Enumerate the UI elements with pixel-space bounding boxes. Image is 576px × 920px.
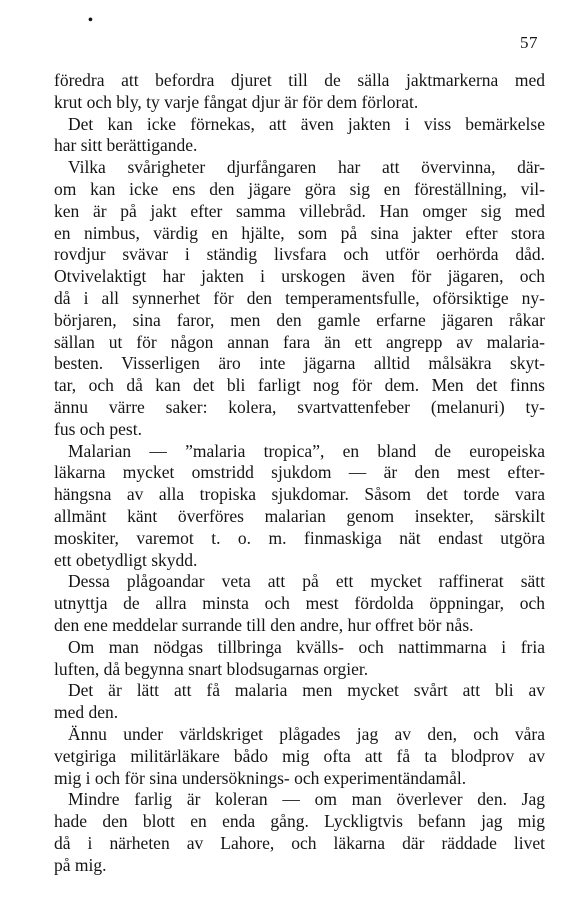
text-line: vetgiriga militärläkare bådo mig ofta att få ta blodprov av bbox=[54, 745, 545, 766]
text-line: den ene meddelar surrande till den andre, hur offret bör nås. bbox=[54, 614, 474, 635]
text-line: då i all synnerhet för den temperamentsfulle, oförsiktige ny- bbox=[54, 287, 545, 308]
paragraph bbox=[54, 114, 545, 158]
text-line: Om man nödgas tillbringa kvälls- och nattimmarna i fria bbox=[68, 636, 545, 657]
text-line: krut och bly, ty varje fångat djur är för dem förlorat. bbox=[54, 91, 419, 112]
text-line: ännu värre saker: kolera, svartvattenfeber (melanuri) ty- bbox=[54, 396, 545, 417]
paragraph bbox=[54, 789, 545, 876]
text-line: på mig. bbox=[54, 854, 107, 875]
text-line: ett obetydligt skydd. bbox=[54, 549, 198, 570]
text-line: om kan icke ens den jägare göra sig en föreställning, vil- bbox=[54, 178, 545, 199]
text-line: allmänt känt överföres malarian genom insekter, särskilt bbox=[54, 505, 545, 526]
text-line: sällan ut för någon annan fara än ett angrepp av malaria- bbox=[54, 331, 545, 352]
text-line: Ännu under världskriget plågades jag av den, och våra bbox=[68, 723, 545, 744]
text-line: luften, då begynna snart blodsugarnas orgier. bbox=[54, 658, 369, 679]
text-line: Vilka svårigheter djurfångaren har att övervinna, där- bbox=[68, 157, 545, 178]
text-line: Otvivelaktigt har jakten i urskogen även för jägaren, och bbox=[54, 266, 545, 287]
text-line: Malarian — ”malaria tropica”, en bland de europeiska bbox=[68, 440, 545, 461]
text-line: börjaren, sina faror, men den gamle erfarne jägaren råkar bbox=[54, 309, 545, 330]
text-line: läkarna mycket omstridd sjukdom — är den mest efter- bbox=[54, 462, 545, 483]
text-line: föredra att befordra djuret till de sälla jaktmarkerna med bbox=[54, 70, 545, 90]
paragraph bbox=[54, 637, 545, 681]
text-line: besten. Visserligen äro inte jägarna alltid målsäkra skyt- bbox=[54, 353, 545, 374]
text-line: utnyttja de allra minsta och mest fördolda öppningar, och bbox=[54, 593, 545, 614]
text-line: en nimbus, värdig en hjälte, som på sina jakter efter stora bbox=[54, 222, 545, 243]
page-mark: • bbox=[88, 13, 93, 28]
text-line: hängsna av alla tropiska sjukdomar. Såsom det torde vara bbox=[54, 484, 545, 505]
text-line: Det är lätt att få malaria men mycket svårt att bli av bbox=[68, 680, 545, 701]
text-line: moskiter, varemot t. o. m. finmaskiga nät endast utgöra bbox=[54, 527, 545, 548]
paragraph bbox=[54, 441, 545, 572]
text-line: hade den blott en enda gång. Lyckligtvis befann jag mig bbox=[54, 811, 545, 832]
text-line: fus och pest. bbox=[54, 418, 142, 439]
text-line: ken är på jakt efter samma villebråd. Han omger sig med bbox=[54, 200, 545, 221]
body-text bbox=[54, 70, 545, 876]
text-line: Mindre farlig är koleran — om man överlever den. Jag bbox=[68, 789, 545, 810]
text-line: Dessa plågoandar veta att på ett mycket raffinerat sätt bbox=[68, 571, 545, 592]
text-line: rovdjur svävar i ständig livsfara och utför oerhörda dåd. bbox=[54, 244, 545, 265]
paragraph bbox=[54, 724, 545, 789]
paragraph bbox=[54, 157, 545, 440]
paragraph bbox=[54, 680, 545, 724]
text-line: med den. bbox=[54, 702, 119, 723]
page-number: 57 bbox=[520, 33, 538, 52]
paragraph bbox=[54, 70, 545, 114]
text-line: tar, och då kan det bli farligt nog för dem. Men det finns bbox=[54, 375, 545, 396]
paragraph bbox=[54, 571, 545, 636]
text-line: då i närheten av Lahore, och läkarna där räddade livet bbox=[54, 832, 545, 853]
text-line: Det kan icke förnekas, att även jakten i viss bemärkelse bbox=[68, 113, 545, 134]
text-line: mig i och för sina undersöknings- och experimentändamål. bbox=[54, 767, 467, 788]
text-line: har sitt berättigande. bbox=[54, 135, 198, 156]
